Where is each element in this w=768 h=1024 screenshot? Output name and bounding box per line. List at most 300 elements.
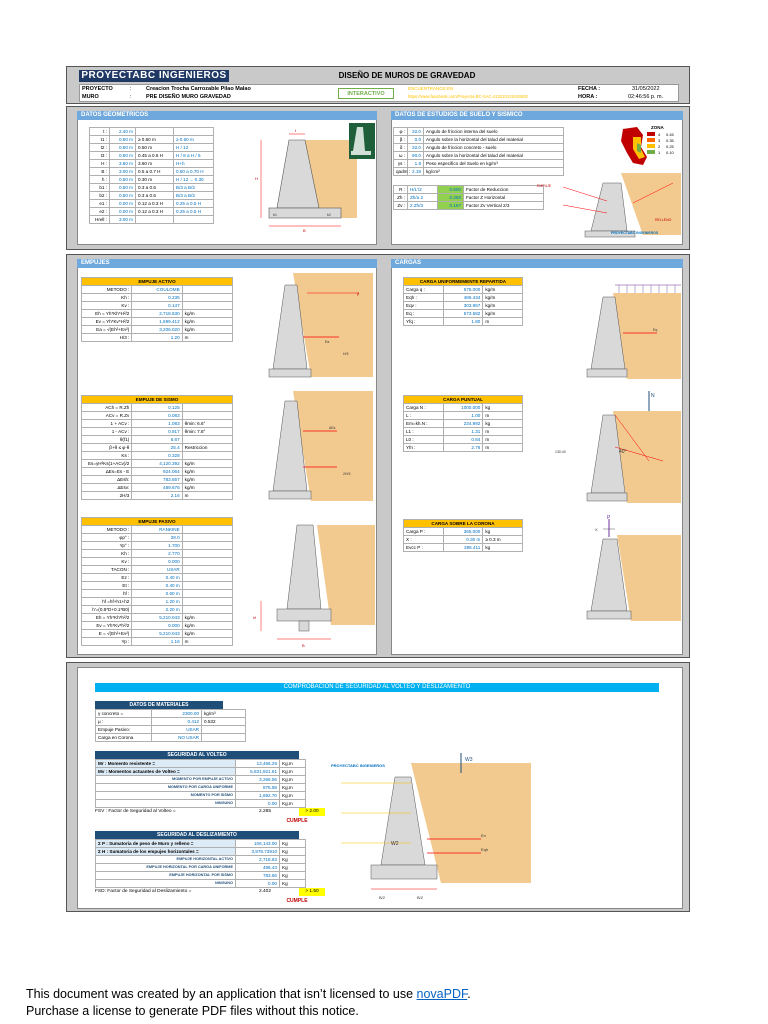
zona-swatch (647, 132, 655, 136)
pasivo-unit (182, 598, 232, 606)
activo-value: 1.20 (132, 334, 182, 342)
geo-value: 0.00 m (110, 200, 136, 208)
table-row (96, 734, 246, 742)
pasivo-unit: kg/m (182, 614, 232, 622)
table-header: EMPUJE PASIVO (82, 518, 233, 526)
rep-param: Carga q : (404, 286, 444, 294)
soil-value: 32.0 (408, 128, 424, 136)
soil-param: γs : (394, 160, 408, 168)
desl-value: 486.43 (236, 864, 280, 872)
sismo-unit (182, 412, 232, 420)
table-row (82, 582, 233, 590)
svg-text:40°: 40° (619, 449, 627, 455)
sismo-value: 924.064 (132, 468, 182, 476)
table-row (96, 840, 306, 848)
geo-value: 0.60 m (110, 152, 136, 160)
sismo-param: 2H/3 (82, 492, 132, 500)
punt-unit: m (483, 428, 523, 436)
svg-text:b2: b2 (327, 213, 331, 217)
volteo-value: 0.00 (236, 800, 280, 808)
pasivo-table (81, 517, 233, 646)
table-header: CARGA PUNTUAL (404, 396, 523, 404)
table-row (82, 476, 233, 484)
geo-param: Hrell : (90, 216, 110, 224)
activo-unit: kg/m (182, 318, 232, 326)
desl-value: 3,978.73910 (236, 848, 280, 856)
activo-value: 2,718.630 (132, 310, 182, 318)
sis-value: 0.250 (438, 194, 464, 202)
pasivo-param: TACON : (82, 566, 132, 574)
table-row (404, 544, 523, 552)
table-row (96, 784, 306, 792)
table-row (90, 168, 214, 176)
sismo-param: ACv = R.Zv (82, 412, 132, 420)
pasivo-value: 2.770 (132, 550, 182, 558)
pasivo-value: 0.60 m (132, 590, 182, 598)
table-row (82, 638, 233, 646)
rep-param: Eq : (404, 310, 444, 318)
table-row (82, 452, 233, 460)
muro-label: MURO (82, 94, 99, 100)
corona-param: X : (404, 536, 444, 544)
volteo-unit: Kg.m (280, 776, 306, 784)
zona-row (647, 149, 681, 155)
volteo-unit: Kg.m (280, 768, 306, 776)
soil-param: ω : (394, 152, 408, 160)
punt-param: Carga N : (404, 404, 444, 412)
table-row (404, 286, 523, 294)
check-wall-diagram (331, 753, 543, 903)
pasivo-value: 1.16 (132, 638, 182, 646)
volteo-param: Mv : Momentos actuantes de Volteo = (96, 768, 236, 776)
empujes-title: EMPUJES (77, 259, 377, 268)
svg-text:β: β (357, 291, 360, 296)
pasivo-unit (182, 550, 232, 558)
pasivo-param: Yp : (82, 638, 132, 646)
carga-rep-diagram (553, 273, 681, 383)
activo-value: 1,699.412 (132, 318, 182, 326)
svg-text:X: X (595, 527, 598, 532)
activo-unit: m (182, 334, 232, 342)
desl-title: SEGURIDAD AL DESLIZAMIENTO (95, 831, 299, 839)
geo-range (174, 216, 214, 224)
volteo-value: 875.58 (236, 784, 280, 792)
sismo-value: 6.67 (132, 436, 182, 444)
table-row (82, 286, 233, 294)
geo-value: 0.00 m (110, 208, 136, 216)
zona-swatch (647, 144, 655, 148)
table-row (90, 208, 214, 216)
table-row (404, 310, 523, 318)
punt-param: L : (404, 412, 444, 420)
geo-range: H / 12 (174, 144, 214, 152)
sismo-unit: m (182, 492, 232, 500)
sismo-value: 489.676 (132, 484, 182, 492)
table-row (96, 792, 306, 800)
pasivo-param: hf =hf+h1+h2 (82, 598, 132, 606)
table-row (96, 856, 306, 864)
pasivo-unit (182, 582, 232, 590)
desl-param: Σ H : Sumatoria de los empujes horizontales = (96, 848, 236, 856)
geo-value: 0.50 m (110, 184, 136, 192)
table-header: CARGA SOBRE LA CORONA (404, 520, 523, 528)
geo-range: H / 12 ... 0.30 (174, 176, 214, 184)
volteo-unit: Kg.m (280, 784, 306, 792)
sismo-value: 25.4 (132, 444, 182, 452)
fsv-status: CUMPLE (286, 818, 308, 824)
pasivo-value: USAR (132, 566, 182, 574)
novapdf-link[interactable]: novaPDF (416, 987, 468, 1001)
table-row (90, 184, 214, 192)
sis-formula: 2.Zh/3 (408, 202, 438, 210)
sismo-unit: kg/m (182, 476, 232, 484)
table-row (82, 534, 233, 542)
pasivo-unit (182, 566, 232, 574)
rep-param: Yfq : (404, 318, 444, 326)
table-row (404, 436, 523, 444)
corona-param: Carga P : (404, 528, 444, 536)
table-header-row (404, 396, 523, 404)
svg-text:Eq: Eq (653, 328, 658, 332)
table-row (82, 294, 233, 302)
geo-rule: 0.30 m (136, 176, 174, 184)
sis-param: R : (394, 186, 408, 194)
activo-unit (182, 294, 232, 302)
table-header-row (82, 396, 233, 404)
cargas-title: CARGAS (391, 259, 683, 268)
punt-value: 2.76 (443, 444, 483, 452)
mat-title: DATOS DE MATERIALES (95, 701, 223, 709)
table-row (394, 186, 544, 194)
header-frame (66, 66, 690, 104)
pasivo-unit: m (182, 638, 232, 646)
activo-value: COULOMB (132, 286, 182, 294)
table-row (404, 318, 523, 326)
notice-line-2: Purchase a license to generate PDF files without this notice. (26, 1004, 359, 1018)
sismic-table (393, 185, 544, 210)
punt-value: 0.84 (443, 436, 483, 444)
notice-period: . (467, 987, 471, 1001)
activo-value: 0.235 (132, 294, 182, 302)
geo-param: H : (90, 160, 110, 168)
geo-param: t3 : (90, 152, 110, 160)
datos-frame (66, 106, 690, 250)
table-row (82, 310, 233, 318)
geo-param: b2 : (90, 192, 110, 200)
table-row (82, 574, 233, 582)
table-row (96, 800, 306, 808)
geo-value: 0.50 m (110, 176, 136, 184)
sismo-unit: kg/m (182, 484, 232, 492)
geo-value: 0.60 m (110, 136, 136, 144)
mat-unit: kg/m³ (202, 710, 246, 718)
table-row (82, 326, 233, 334)
table-row (82, 412, 233, 420)
check-watermark: PROYECTABC INGENIEROS (331, 763, 385, 768)
mat-value: 2300.00 (152, 710, 202, 718)
geo-range: B/3 a B/2 (174, 192, 214, 200)
pasivo-value: 1.700 (132, 542, 182, 550)
sismo-param: θ(f1) (82, 436, 132, 444)
zona-number: 4 (658, 131, 661, 137)
punt-value: 1000.000 (443, 404, 483, 412)
geo-param: t2 : (90, 144, 110, 152)
rep-unit: kg/m (483, 294, 523, 302)
activo-table (81, 277, 233, 342)
pasivo-value: 0.000 (132, 558, 182, 566)
svg-text:H: H (255, 176, 258, 181)
table-header: EMPUJE DE SISMO (82, 396, 233, 404)
sismo-unit: Restriccion (182, 444, 232, 452)
sismo-param: ΔEs=Es - E (82, 468, 132, 476)
zona-value: 0.10 (666, 149, 674, 155)
table-row (96, 776, 306, 784)
geo-rule (136, 128, 174, 136)
table-row (82, 590, 233, 598)
geo-range: 0.25 a 0.5 H (174, 208, 214, 216)
corona-value: 0.30 m (443, 536, 483, 544)
table-row (82, 428, 233, 436)
corona-unit: ≥ 0.3 m (483, 536, 523, 544)
svg-text:130.40: 130.40 (555, 450, 566, 454)
punt-param: L0 : (404, 436, 444, 444)
geo-range: H / 8 a H / 6 (174, 152, 214, 160)
carga-corona-table (403, 519, 523, 552)
fecha-value: 31/05/2022 (632, 86, 660, 92)
desl-unit: Kg (280, 872, 306, 880)
corona-value: 365.000 (443, 528, 483, 536)
desl-table (95, 839, 306, 888)
rep-param: Eqv : (404, 302, 444, 310)
volteo-param: MOMENTO POR CARGA UNIFORME (96, 784, 236, 792)
soil-desc: Angulo sobre la horizontal del talud del material (424, 136, 564, 144)
proyecto-colon: : (130, 86, 132, 92)
activo-unit: kg/m (182, 326, 232, 334)
geo-range: 0.25 a 0.5 H (174, 200, 214, 208)
svg-text:Ea: Ea (325, 340, 330, 344)
table-row (404, 420, 523, 428)
desl-param: EMPUJE HORIZONTAL ACTIVO (96, 856, 236, 864)
activo-value: 3,206.020 (132, 326, 182, 334)
pasivo-unit (182, 606, 232, 614)
table-row (90, 200, 214, 208)
table-row (394, 160, 564, 168)
mat-param: Empuje Pasivo: (96, 726, 152, 734)
geo-param: b1 : (90, 184, 110, 192)
desl-unit: Kg (280, 864, 306, 872)
pasivo-unit: kg/m (182, 630, 232, 638)
geo-range: 0.50 a 0.70 H (174, 168, 214, 176)
zona-legend (647, 131, 681, 155)
svg-text:Eqh: Eqh (481, 847, 489, 852)
mat-value: NO USAR (152, 734, 202, 742)
soil-desc: Angulo sobre la horizontal del talud del material (424, 152, 564, 160)
table-row (82, 558, 233, 566)
volteo-value: 5,831,821.61 (236, 768, 280, 776)
pasivo-unit (182, 590, 232, 598)
mat-unit: 0.532 (202, 718, 246, 726)
table-row (90, 216, 214, 224)
volteo-unit: Kg.m (280, 760, 306, 768)
table-row (404, 428, 523, 436)
table-row (82, 436, 233, 444)
pasivo-param: E = √(Eh²+Ev²) (82, 630, 132, 638)
pasivo-param: Ev = Yh*Kv*h²/2 (82, 622, 132, 630)
carga-corona-diagram (553, 515, 681, 625)
punt-param: Em=kh.N : (404, 420, 444, 428)
sismo-value: 4,120.392 (132, 460, 182, 468)
table-row (82, 468, 233, 476)
mat-param: Carga en Corona (96, 734, 152, 742)
desl-value: 106,143.00 (236, 840, 280, 848)
zona-value: 0.25 (666, 143, 674, 149)
pasivo-unit (182, 574, 232, 582)
table-row (82, 630, 233, 638)
table-row (82, 614, 233, 622)
mat-unit (202, 726, 246, 734)
table-row (96, 768, 306, 776)
soil-value: 90.0 (408, 152, 424, 160)
svg-text:N: N (651, 393, 655, 399)
activo-value: 0.147 (132, 302, 182, 310)
table-row (82, 492, 233, 500)
punt-param: L1 : (404, 428, 444, 436)
sismo-param: 1 - ACv : (82, 428, 132, 436)
sismo-value: 2.16 (132, 492, 182, 500)
punt-unit: kg (483, 404, 523, 412)
pasivo-param: Kh : (82, 550, 132, 558)
sismo-param: 1 + ACv : (82, 420, 132, 428)
rep-unit: kg/m (483, 302, 523, 310)
svg-text:t: t (295, 128, 297, 133)
punt-value: 1.00 (443, 412, 483, 420)
table-row (82, 566, 233, 574)
sis-formula: H/L'/2 (408, 186, 438, 194)
table-header: CARGA UNIFORMEMENTE REPARTIDA (404, 278, 523, 286)
pasivo-value: 0.40 m (132, 582, 182, 590)
desl-param: EMPUJE HORIZONTAL POR SISMO (96, 872, 236, 880)
table-row (90, 152, 214, 160)
sis-desc: Factor Zv Vertical 2/3 (464, 202, 544, 210)
geo-param: e1 : (90, 200, 110, 208)
geo-rule: 0.5 a 0.7 H (136, 168, 174, 176)
volteo-unit: Kg.m (280, 800, 306, 808)
sismo-unit (182, 436, 232, 444)
activo-param: METODO : (82, 286, 132, 294)
proyecta-watermark: PROYECTABC INGENIEROS (611, 231, 659, 235)
doc-title: DISEÑO DE MUROS DE GRAVEDAD (338, 71, 476, 80)
empujes-frame (66, 254, 690, 658)
soil-title: DATOS DE ESTUDIOS DE SUELO Y SISMICO (391, 111, 683, 120)
sis-value: 0.500 (438, 186, 464, 194)
activo-unit (182, 286, 232, 294)
activo-unit (182, 302, 232, 310)
soil-value: 0.0 (408, 136, 424, 144)
desl-unit: Kg (280, 848, 306, 856)
fsd-status: CUMPLE (286, 898, 308, 904)
fsd-value: 2.402 (259, 889, 272, 894)
geo-value: 3.60 m (110, 160, 136, 168)
activo-param: H/3 : (82, 334, 132, 342)
geo-param: t1 : (90, 136, 110, 144)
volteo-param: MOMENTO POR EMPUJE ACTIVO (96, 776, 236, 784)
table-row (404, 404, 523, 412)
soil-desc: Peso especifico del Suelo en kg/m³ (424, 160, 564, 168)
social-link[interactable]: https://www.facebook.com/Proyecta-BC-SAC-413220125193930 (408, 94, 528, 99)
geo-rule: 3.60 m (136, 160, 174, 168)
geo-rule: 0.45 a 0.6 H (136, 152, 174, 160)
notice-line-1 (26, 986, 471, 1003)
sismo-unit (182, 452, 232, 460)
table-row (90, 192, 214, 200)
pasivo-value: 2.20 m (132, 606, 182, 614)
geo-range: ≥ 0.60 m (174, 136, 214, 144)
table-row (96, 848, 306, 856)
hora-label: HORA : (578, 94, 598, 100)
mat-value: 0.412 (152, 718, 202, 726)
table-row (96, 710, 246, 718)
sismo-param: Es=γH²Ks(1+ACv)/2 (82, 460, 132, 468)
zona-number: 3 (658, 137, 661, 143)
notice-text: This document was created by an application that isn’t licensed to use (26, 987, 417, 1001)
rep-value: 573.582 (443, 310, 483, 318)
mat-param: γ concreto = (96, 710, 152, 718)
table-row (82, 542, 233, 550)
soil-desc: Angulo de friccion interna del suelo (424, 128, 564, 136)
geo-rule: 0.3 a 0.6 (136, 184, 174, 192)
geo-table (89, 127, 214, 224)
desl-unit: Kg (280, 880, 306, 888)
pasivo-unit: kg/m (182, 622, 232, 630)
soil-wall-diagram (533, 173, 681, 245)
punt-unit: m (483, 444, 523, 452)
desl-param: Σ P : Sumatoria de peso de Muro y relleno = (96, 840, 236, 848)
punt-value: 234.992 (443, 420, 483, 428)
sis-formula: Zh/a 2 (408, 194, 438, 202)
svg-text:2H/3: 2H/3 (343, 472, 351, 476)
fsv-min: > 2.00 (299, 808, 325, 816)
interactivo-badge[interactable]: INTERACTIVO (338, 88, 394, 99)
pasivo-diagram (247, 515, 375, 651)
geo-param: h : (90, 176, 110, 184)
table-row (404, 412, 523, 420)
volteo-table (95, 759, 306, 808)
zona-number: 2 (658, 143, 661, 149)
sismo-param: β+θ ≤ φ-θ (82, 444, 132, 452)
geo-value: 3.00 m (110, 216, 136, 224)
pasivo-param: Eh = Yh*Kh*h²/2 (82, 614, 132, 622)
volteo-param: Mr : Momento resistente = (96, 760, 236, 768)
soil-value: 32.0 (408, 144, 424, 152)
pasivo-param: h'=(0.8*D+0.1*B0) (82, 606, 132, 614)
pasivo-unit (182, 542, 232, 550)
mat-table (95, 709, 246, 742)
rep-param: Eqh : (404, 294, 444, 302)
sismo-value: 0.083 (132, 412, 182, 420)
geo-rule: 0.12 a 0.3 H (136, 200, 174, 208)
muro-colon: : (130, 94, 132, 100)
company-logo: PROYECTABC INGENIEROS (79, 70, 229, 82)
svg-text:ΔEs: ΔEs (329, 426, 336, 430)
sismo-unit: kg/m (182, 468, 232, 476)
table-header-row (82, 518, 233, 526)
geo-range: B/3 a B/2 (174, 184, 214, 192)
table-row (82, 318, 233, 326)
activo-unit: kg/m (182, 310, 232, 318)
soil-desc: kg/cm² (424, 168, 564, 176)
sis-desc: Factor Z Horizontal (464, 194, 544, 202)
geo-param: e2 : (90, 208, 110, 216)
